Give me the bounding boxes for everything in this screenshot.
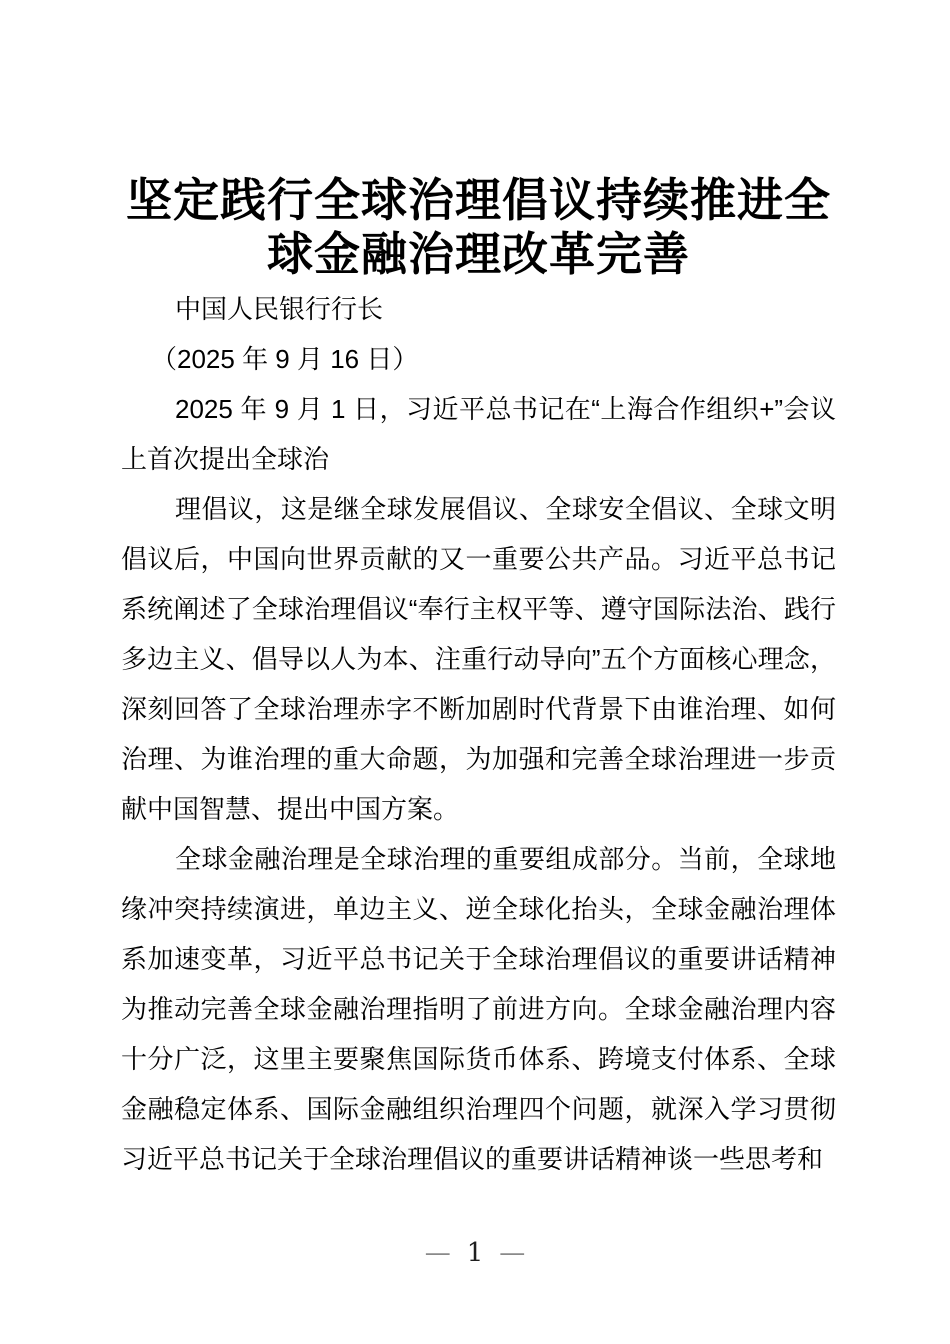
paragraph-2: 理倡议，这是继全球发展倡议、全球安全倡议、全球文明倡议后，中国向世界贡献的又一重要公共产品。习近平总书记系统阐述了全球治理倡议“奉行主权平等、遵守国际法治、践行多边主义、倡导以人为本、注重行动导向”五个方面核心理念，深刻回答了全球治理赤字不断加剧时代背景下由谁治理、如何治理、为谁治理的重大命题，为加强和完善全球治理进一步贡献中国智慧、提出中国方案。 (121, 494, 836, 824)
document-date: （2025 年 9 月 16 日） (151, 344, 419, 374)
paragraph-3: 全球金融治理是全球治理的重要组成部分。当前，全球地缘冲突持续演进，单边主义、逆全球化抬头，全球金融治理体系加速变革，习近平总书记关于全球治理倡议的重要讲话精神为推动完善全球金融治理指明了前进方向。全球金融治理内容十分广泛，这里主要聚焦国际货币体系、跨境支付体系、全球金融稳定体系、国际金融组织治理四个问题，就深入学习贯彻习近平总书记关于全球治理倡议的重要讲话精神谈一些思考和 (121, 844, 836, 1174)
page-number-dash-right: — (499, 1238, 526, 1268)
page-number: 1 (466, 1238, 484, 1268)
document-body (121, 384, 836, 1184)
page-number-dash-left: — (424, 1238, 451, 1268)
document-title: 坚定践行全球治理倡议持续推进全球金融治理改革完善 (126, 175, 831, 280)
document-content (121, 0, 836, 1184)
author-byline: 中国人民银行行长 (175, 294, 384, 324)
page-number-footer (0, 1240, 950, 1266)
paragraph-1: 2025 年 9 月 1 日，习近平总书记在“上海合作组织+”会议上首次提出全球治 (121, 394, 836, 474)
